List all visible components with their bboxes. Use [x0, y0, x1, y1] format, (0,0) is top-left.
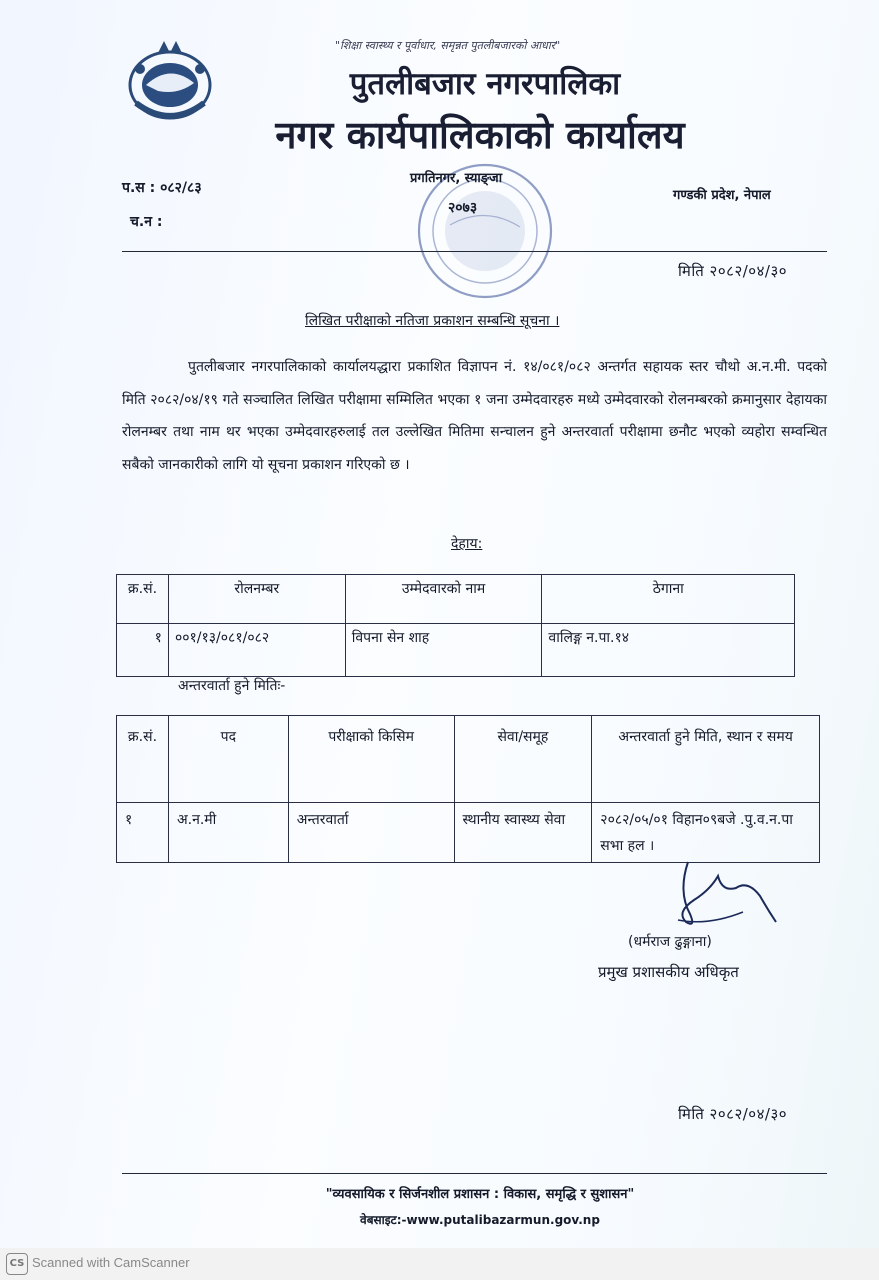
- footer-website: वेबसाइट:-www.putalibazarmun.gov.np: [360, 1213, 600, 1227]
- roll-number-cell: ००१/१३/०८१/०८२: [168, 624, 345, 677]
- serial-cell: १: [117, 624, 169, 677]
- closing-date: मिति २०८२/०४/३०: [678, 1105, 788, 1123]
- notice-subject: लिखित परीक्षाको नतिजा प्रकाशन सम्बन्धि सूचना ।: [305, 313, 560, 329]
- column-header: अन्तरवार्ता हुने मिति, स्थान र समय: [592, 716, 820, 803]
- header-tagline: "शिक्षा स्वास्थ्य र पूर्वाधार, समृन्नत पुतलीबजारको आधार": [335, 39, 561, 52]
- column-header: रोलनम्बर: [168, 575, 345, 624]
- signatory-title: प्रमुख प्रशासकीय अधिकृत: [598, 963, 739, 981]
- column-header: क्र.सं.: [117, 716, 169, 803]
- scanner-watermark-text: Scanned with CamScanner: [32, 1255, 190, 1270]
- exam-type-cell: अन्तरवार्ता: [288, 803, 454, 863]
- serial-cell: १: [117, 803, 169, 863]
- nepal-emblem-logo: [118, 33, 222, 125]
- municipality-name: पुतलीबजार नगरपालिका: [349, 66, 621, 102]
- notice-body: पुतलीबजार नगरपालिकाको कार्यालयद्धारा प्रकाशित विज्ञापन नं. १४/०८१/०८२ अन्तर्गत सहायक स्तर चौथो अ.न.मी. पदको मिति २०८२/०४/१९ गते सञ्चालित लिखित परीक्षामा सम्मिलित भएका १ जना उम्मेदवारहरु मध्ये उम्मेदवारको रोलनम्बरको क्रमानुसार देहायका रोलनम्बर तथा नाम थर भएका उम्मेदवारहरुलाई तल उल्लेखित मितिमा सन्चालन हुने अन्तरवार्ता परीक्षामा छनौट भएको व्यहोरा सम्वन्धित सबैको जानकारीको लागि यो सूचना प्रकाशन गरिएको छ ।: [122, 359, 827, 473]
- service-group-cell: स्थानीय स्वास्थ्य सेवा: [454, 803, 592, 863]
- interview-schedule-cell: २०८२/०५/०१ विहान०९बजे .पु.व.न.पा सभा हल ।: [592, 803, 820, 863]
- results-table: [116, 574, 795, 677]
- column-header: पद: [168, 716, 288, 803]
- post-cell: अ.न.मी: [168, 803, 288, 863]
- table-header-row: [117, 716, 820, 803]
- established-year: २०७३: [448, 200, 478, 216]
- column-header: सेवा/समूह: [454, 716, 592, 803]
- column-header: ठेगाना: [542, 575, 795, 624]
- province-label: गण्डकी प्रदेश, नेपाल: [673, 188, 771, 203]
- footer-motto: "व्यवसायिक र सिर्जनशील प्रशासन : विकास, समृद्धि र सुशासन": [325, 1187, 635, 1202]
- interview-date-label: अन्तरवार्ता हुने मितिः-: [178, 678, 286, 694]
- camscanner-icon: CS: [6, 1253, 28, 1275]
- office-location: प्रगतिनगर, स्याङ्जा: [410, 171, 503, 186]
- dispatch-number: च.न :: [130, 214, 163, 230]
- signatory-name: (धर्मराज ढुङ्गाना): [628, 934, 712, 950]
- office-name: नगर कार्यपालिकाको कार्यालय: [275, 113, 685, 157]
- letter-date: मिति २०८२/०४/३०: [678, 262, 788, 280]
- handwritten-signature: [648, 852, 778, 932]
- column-header: क्र.सं.: [117, 575, 169, 624]
- header-divider: [122, 251, 827, 252]
- candidate-name-cell: विपना सेन शाह: [345, 624, 542, 677]
- footer-divider: [122, 1173, 827, 1174]
- table-row: [117, 624, 795, 677]
- interview-table: [116, 715, 820, 863]
- table-header-row: [117, 575, 795, 624]
- address-cell: वालिङ्ग न.पा.१४: [542, 624, 795, 677]
- reference-number: प.स : ०८२/८३: [122, 180, 202, 196]
- column-header: उम्मेदवारको नाम: [345, 575, 542, 624]
- column-header: परीक्षाको किसिम: [288, 716, 454, 803]
- dehay-label: देहाय:: [451, 536, 483, 552]
